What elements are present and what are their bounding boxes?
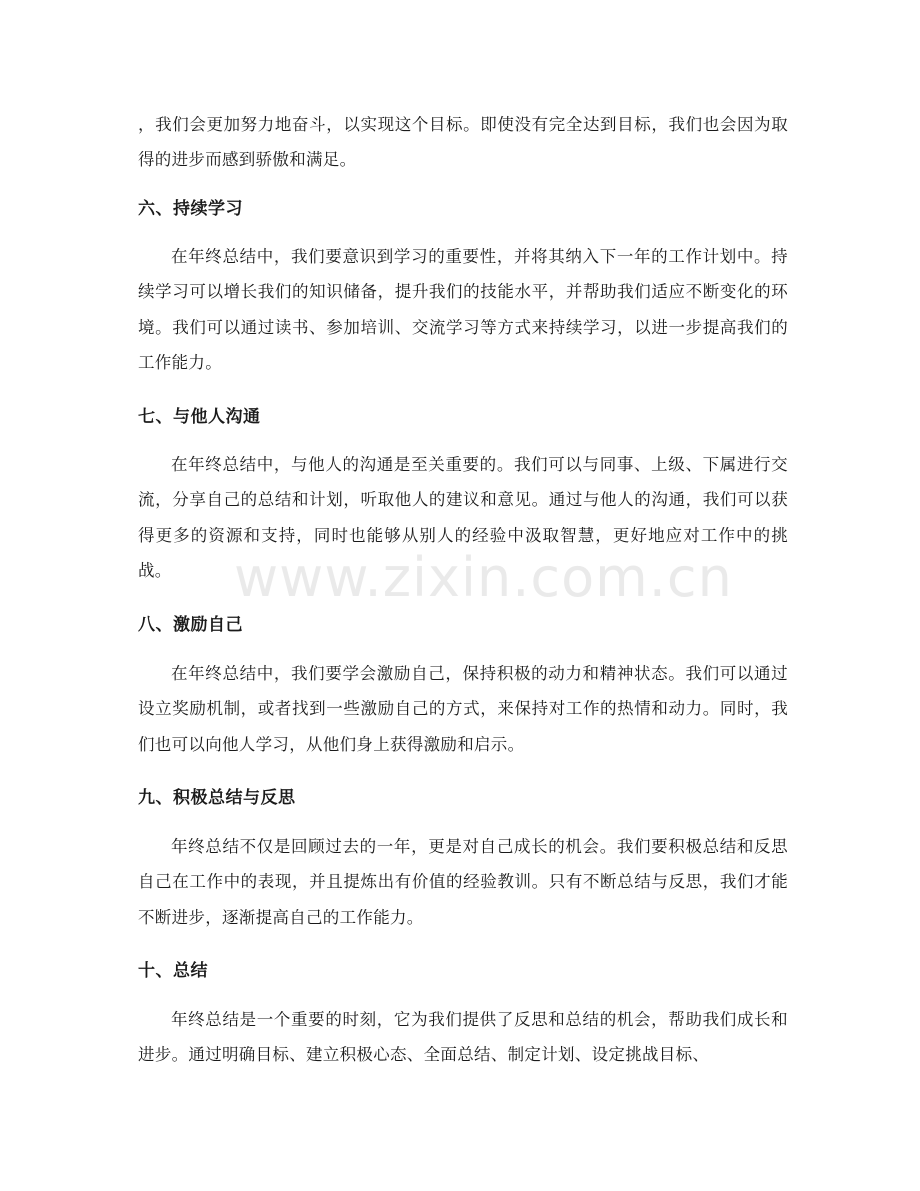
section-paragraph-communication: 在年终总结中，与他人的沟通是至关重要的。我们可以与同事、上级、下属进行交流，分享自己的总结和计划，听取他人的建议和意见。通过与他人的沟通，我们可以获得更多的资源和支持，同时也能够从别人的经验中汲取智慧，更好地应对工作中的挑战。 (138, 455, 788, 580)
watermark: www.zixin.com.cn (234, 546, 733, 609)
section-heading-self-motivation: 八、激励自己 (138, 615, 243, 635)
section-paragraph-summary: 年终总结是一个重要的时刻，它为我们提供了反思和总结的机会，帮助我们成长和进步。通过明确目标、建立积极心态、全面总结、制定计划、设定挑战目标、 (138, 1010, 788, 1065)
section-paragraph-self-motivation: 在年终总结中，我们要学会激励自己，保持积极的动力和精神状态。我们可以通过设立奖励机制，或者找到一些激励自己的方式，来保持对工作的热情和动力。同时，我们也可以向他人学习，从他们身上获得激励和启示。 (138, 664, 788, 754)
intro-paragraph: ，我们会更加努力地奋斗，以实现这个目标。即使没有完全达到目标，我们也会因为取得的进步而感到骄傲和满足。 (138, 115, 788, 170)
section-heading-summary: 十、总结 (138, 961, 208, 981)
section-paragraph-continuous-learning: 在年终总结中，我们要意识到学习的重要性，并将其纳入下一年的工作计划中。持续学习可以增长我们的知识储备，提升我们的技能水平，并帮助我们适应不断变化的环境。我们可以通过读书、参加培训、交流学习等方式来持续学习，以进一步提高我们的工作能力。 (138, 247, 788, 372)
section-heading-continuous-learning: 六、持续学习 (138, 199, 243, 219)
section-heading-reflection: 九、积极总结与反思 (138, 788, 296, 808)
section-heading-communication: 七、与他人沟通 (138, 407, 261, 427)
section-paragraph-reflection: 年终总结不仅是回顾过去的一年，更是对自己成长的机会。我们要积极总结和反思自己在工作中的表现，并且提炼出有价值的经验教训。只有不断总结与反思，我们才能不断进步，逐渐提高自己的工作能力。 (138, 837, 788, 927)
